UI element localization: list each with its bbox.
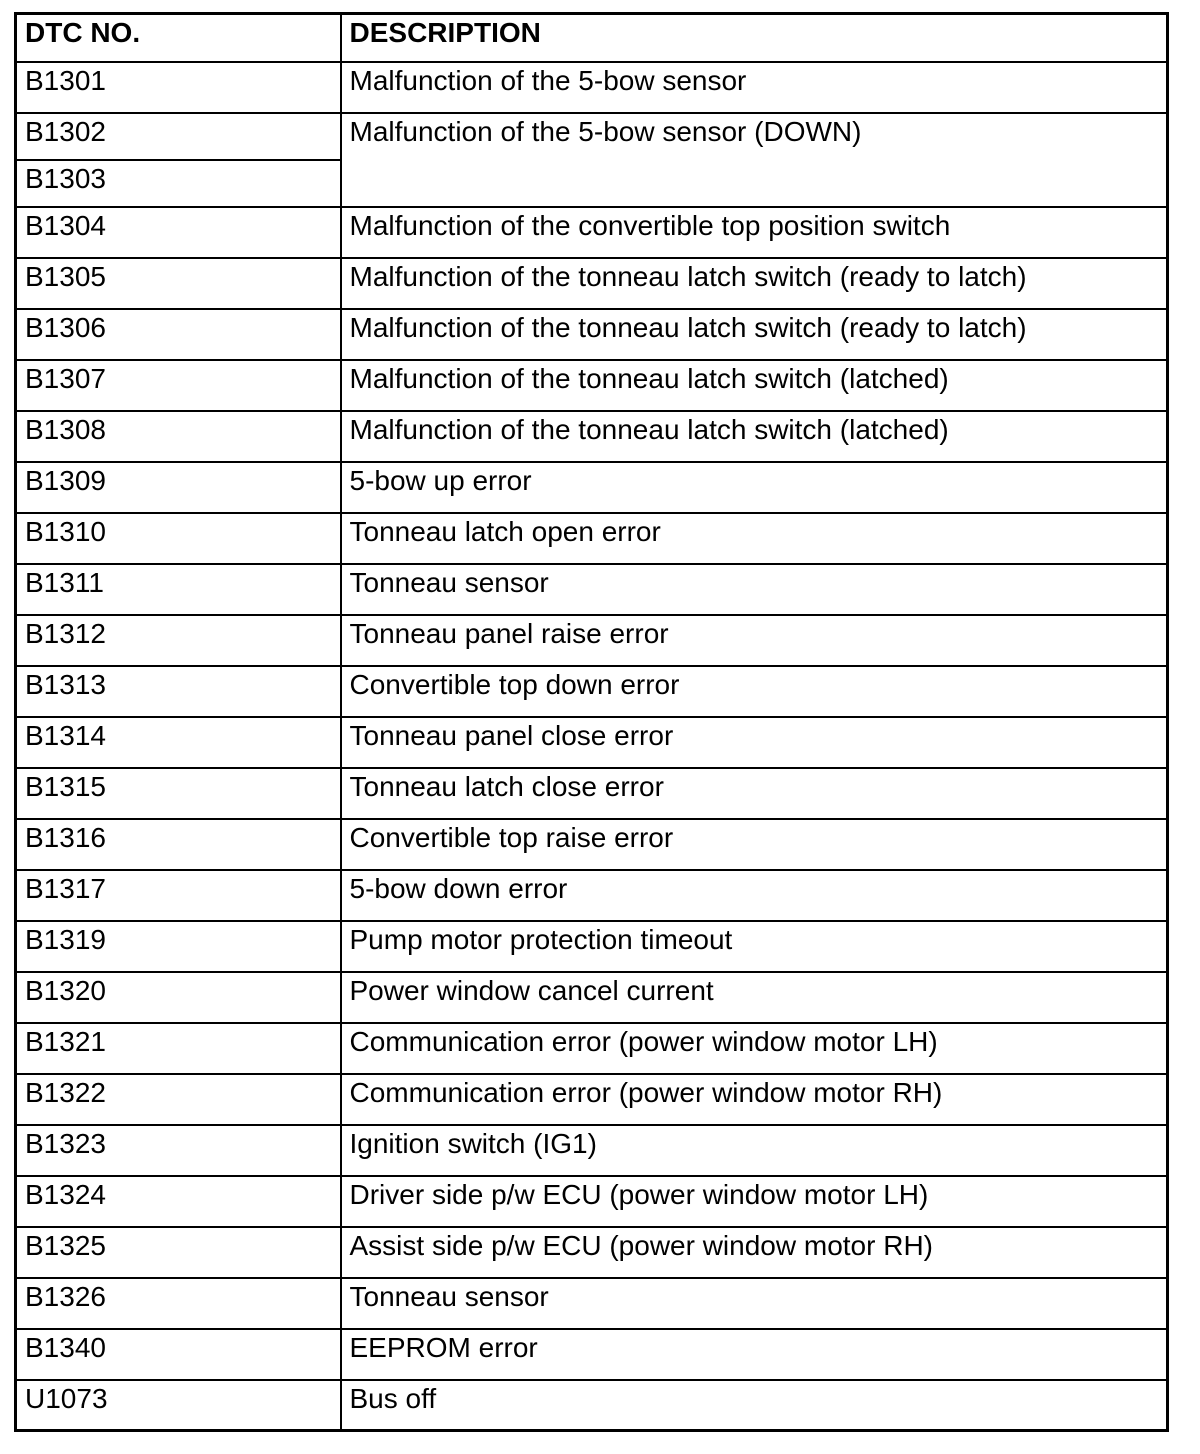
dtc-description: Bus off xyxy=(341,1380,1168,1431)
dtc-code: B1313 xyxy=(16,666,341,717)
dtc-code: B1323 xyxy=(16,1125,341,1176)
dtc-code: B1315 xyxy=(16,768,341,819)
dtc-code: B1319 xyxy=(16,921,341,972)
table-row xyxy=(16,411,1168,462)
table-row xyxy=(16,258,1168,309)
table-row xyxy=(16,972,1168,1023)
dtc-description: Assist side p/w ECU (power window motor RH) xyxy=(341,1227,1168,1278)
dtc-code: B1303 xyxy=(16,160,341,207)
dtc-code: B1316 xyxy=(16,819,341,870)
dtc-description: Tonneau sensor xyxy=(341,564,1168,615)
dtc-code: B1311 xyxy=(16,564,341,615)
dtc-description: Tonneau panel close error xyxy=(341,717,1168,768)
dtc-description: Tonneau panel raise error xyxy=(341,615,1168,666)
table-row xyxy=(16,1380,1168,1431)
dtc-description: Malfunction of the 5-bow sensor xyxy=(341,62,1168,113)
dtc-code: B1304 xyxy=(16,207,341,258)
dtc-code: B1320 xyxy=(16,972,341,1023)
table-row xyxy=(16,309,1168,360)
table-row xyxy=(16,1125,1168,1176)
dtc-description: Convertible top raise error xyxy=(341,819,1168,870)
dtc-code: B1322 xyxy=(16,1074,341,1125)
dtc-description: Power window cancel current xyxy=(341,972,1168,1023)
dtc-code: B1309 xyxy=(16,462,341,513)
dtc-description: Malfunction of the tonneau latch switch (ready to latch) xyxy=(341,258,1168,309)
table-row xyxy=(16,462,1168,513)
dtc-description: Driver side p/w ECU (power window motor LH) xyxy=(341,1176,1168,1227)
table-row xyxy=(16,1176,1168,1227)
dtc-description: Tonneau latch close error xyxy=(341,768,1168,819)
dtc-description: Convertible top down error xyxy=(341,666,1168,717)
dtc-code: U1073 xyxy=(16,1380,341,1431)
table-row xyxy=(16,513,1168,564)
dtc-code: B1307 xyxy=(16,360,341,411)
dtc-description: Malfunction of the convertible top position switch xyxy=(341,207,1168,258)
dtc-code: B1301 xyxy=(16,62,341,113)
dtc-description: Malfunction of the tonneau latch switch (ready to latch) xyxy=(341,309,1168,360)
table-row xyxy=(16,1074,1168,1125)
dtc-description: Ignition switch (IG1) xyxy=(341,1125,1168,1176)
dtc-description: 5-bow down error xyxy=(341,870,1168,921)
dtc-code: B1325 xyxy=(16,1227,341,1278)
dtc-description: Tonneau latch open error xyxy=(341,513,1168,564)
table-row xyxy=(16,717,1168,768)
table-row xyxy=(16,1227,1168,1278)
dtc-description: Malfunction of the 5-bow sensor (DOWN) xyxy=(341,113,1168,207)
table-row xyxy=(16,615,1168,666)
table-row xyxy=(16,62,1168,113)
dtc-description: Communication error (power window motor LH) xyxy=(341,1023,1168,1074)
dtc-description: EEPROM error xyxy=(341,1329,1168,1380)
dtc-description: Malfunction of the tonneau latch switch (latched) xyxy=(341,411,1168,462)
dtc-code: B1310 xyxy=(16,513,341,564)
table-row xyxy=(16,870,1168,921)
dtc-code: B1317 xyxy=(16,870,341,921)
dtc-code: B1324 xyxy=(16,1176,341,1227)
table-row xyxy=(16,1329,1168,1380)
dtc-code: B1305 xyxy=(16,258,341,309)
table-row xyxy=(16,1023,1168,1074)
dtc-table xyxy=(14,12,1169,1432)
dtc-description: Pump motor protection timeout xyxy=(341,921,1168,972)
table-row xyxy=(16,1278,1168,1329)
dtc-code: B1312 xyxy=(16,615,341,666)
table-row xyxy=(16,207,1168,258)
dtc-code: B1306 xyxy=(16,309,341,360)
table-row xyxy=(16,564,1168,615)
dtc-code: B1302 xyxy=(16,113,341,160)
description-header: DESCRIPTION xyxy=(341,14,1168,62)
dtc-description: Tonneau sensor xyxy=(341,1278,1168,1329)
table-row xyxy=(16,921,1168,972)
dtc-code: B1308 xyxy=(16,411,341,462)
dtc-code: B1340 xyxy=(16,1329,341,1380)
dtc-code: B1326 xyxy=(16,1278,341,1329)
dtc-description: 5-bow up error xyxy=(341,462,1168,513)
table-row xyxy=(16,113,1168,160)
dtc-code: B1321 xyxy=(16,1023,341,1074)
header-row xyxy=(16,14,1168,62)
dtc-description: Communication error (power window motor RH) xyxy=(341,1074,1168,1125)
dtc-code: B1314 xyxy=(16,717,341,768)
dtc-description: Malfunction of the tonneau latch switch (latched) xyxy=(341,360,1168,411)
dtc-no-header: DTC NO. xyxy=(16,14,341,62)
table-row xyxy=(16,819,1168,870)
table-row xyxy=(16,666,1168,717)
table-row xyxy=(16,360,1168,411)
table-row xyxy=(16,768,1168,819)
